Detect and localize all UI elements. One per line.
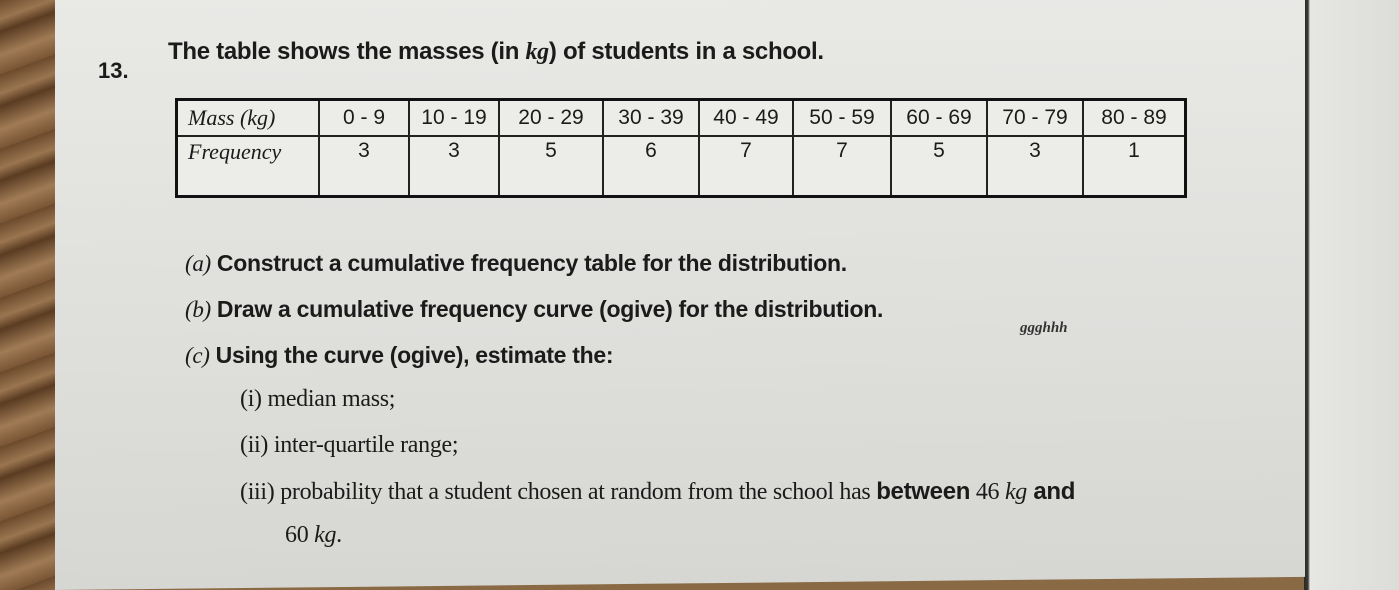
- part-c-iii-period: .: [336, 522, 342, 548]
- class-cell: 60 - 69: [891, 100, 987, 137]
- frequency-row: [177, 136, 1186, 197]
- part-c-iii-and: and: [1027, 478, 1076, 505]
- part-c: [185, 342, 613, 369]
- mass-row: [177, 100, 1186, 137]
- part-c-iii: [240, 478, 1075, 506]
- frequency-row-label: Frequency: [177, 136, 320, 197]
- stem-text-1: The table shows the masses (in: [168, 38, 526, 65]
- part-b-text: Draw a cumulative frequency curve (ogive) for the distribution.: [216, 296, 884, 322]
- part-c-text: Using the curve (ogive), estimate the:: [215, 342, 614, 368]
- frequency-cell: 3: [987, 136, 1083, 197]
- class-cell: 10 - 19: [409, 100, 499, 137]
- frequency-cell: 7: [793, 136, 891, 197]
- stem-unit: kg: [525, 39, 549, 65]
- class-cell: 80 - 89: [1083, 100, 1186, 137]
- class-cell: 70 - 79: [987, 100, 1083, 137]
- part-c-iii-unit: kg: [1004, 479, 1027, 505]
- part-c-label: (c): [185, 343, 210, 368]
- frequency-cell: 5: [499, 136, 603, 197]
- part-c-ii: (ii) inter-quartile range;: [240, 432, 459, 458]
- class-cell: 30 - 39: [603, 100, 699, 137]
- part-a-label: (a): [185, 251, 211, 276]
- frequency-cell: 7: [699, 136, 793, 197]
- class-cell: 40 - 49: [699, 100, 793, 137]
- stem-text-2: ) of students in a school.: [548, 38, 824, 65]
- frequency-cell: 6: [603, 136, 699, 197]
- part-c-iii-value2: 60: [285, 522, 315, 548]
- frequency-cell: 3: [319, 136, 409, 197]
- part-c-iii-cont: [285, 522, 342, 549]
- part-b: [185, 296, 883, 323]
- part-c-i: (i) median mass;: [240, 386, 396, 412]
- class-cell: 0 - 9: [319, 100, 409, 137]
- frequency-cell: 3: [409, 136, 499, 197]
- class-cell: 20 - 29: [499, 100, 603, 137]
- part-c-iii-unit2: kg: [314, 522, 337, 548]
- frequency-cell: 5: [891, 136, 987, 197]
- question-number: 13.: [98, 58, 129, 83]
- part-c-iii-text: (iii) probability that a student chosen at random from the school has: [240, 479, 877, 505]
- frequency-table: [175, 98, 1187, 198]
- part-b-label: (b): [185, 297, 211, 322]
- frequency-cell: 1: [1083, 136, 1186, 197]
- part-a: [185, 250, 847, 277]
- handwritten-scribble: ggghhh: [1020, 320, 1068, 336]
- class-cell: 50 - 59: [793, 100, 891, 137]
- mass-row-label: Mass (kg): [177, 100, 320, 137]
- part-c-iii-bold: between: [876, 478, 971, 505]
- part-a-text: Construct a cumulative frequency table for the distribution.: [216, 250, 847, 276]
- wooden-background: [0, 0, 60, 590]
- question-stem: [168, 38, 824, 66]
- right-background: [1304, 0, 1399, 590]
- part-c-iii-value: 46: [970, 479, 1005, 505]
